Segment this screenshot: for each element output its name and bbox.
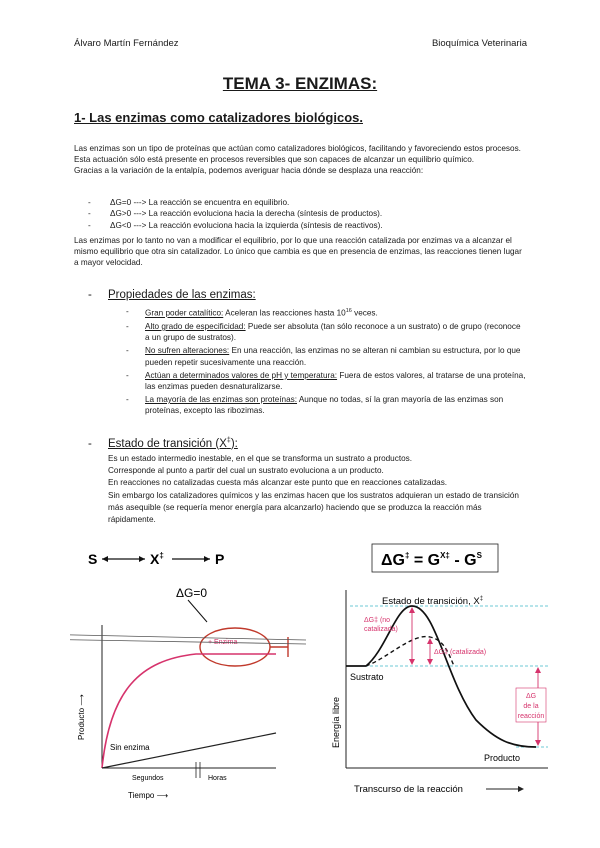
- scheme-arrowhead-right-2: [204, 556, 210, 562]
- uncat-arrowhead-bottom: [409, 659, 415, 665]
- bullet-dash: -: [88, 437, 92, 450]
- reference-hatch: [70, 634, 306, 644]
- property-text: Aunque no todas, sí la gran mayoría de las enzimas son proteínas, excepto las ribozimas.: [145, 395, 504, 416]
- header-subject: Bioquímica Veterinaria: [431, 38, 527, 49]
- intro-paragraph: [74, 143, 526, 177]
- transition-heading-main: Estado de transición (X: [108, 437, 227, 450]
- bullet-dash: -: [88, 198, 91, 207]
- formula-prefix: ΔG: [381, 552, 405, 569]
- property-item: [126, 394, 526, 416]
- formula: [381, 551, 483, 569]
- transition-text: [108, 453, 528, 526]
- scheme-transition-sup: ‡: [159, 551, 164, 560]
- reaction-dg-3: reacción: [517, 713, 545, 720]
- energy-y-axis-label: Energía libre: [331, 696, 341, 748]
- reaction-dg-1: ΔG: [525, 693, 537, 700]
- property-term: Actúan a determinados valores de pH y temperatura:: [145, 370, 338, 380]
- property-term: No sufren alteraciones:: [145, 346, 230, 356]
- transition-line: Es un estado intermedio inestable, en el que se transforma un sustrato a productos.: [108, 454, 413, 463]
- enzyme-label: + Enzima: [208, 639, 238, 646]
- enzyme-highlight-ellipse: [200, 628, 270, 666]
- transition-heading: [88, 437, 238, 450]
- delta-item-text: ΔG>0 ---> La reacción evoluciona hacia la derecha (síntesis de productos).: [110, 209, 383, 218]
- x-axis-label: Tiempo ⟶: [128, 791, 169, 800]
- enthalpy-line: Gracias a la variación de la entalpía, podemos averiguar hacia dónde se desplaza una reacción:: [74, 166, 424, 176]
- transition-state-sup: ‡: [479, 596, 484, 602]
- no-enzyme-label: Sin enzima: [110, 743, 150, 752]
- bullet-dash: -: [88, 209, 91, 218]
- energy-x-axis-label: Transcurso de la reacción: [354, 784, 463, 795]
- scheme-substrate: S: [88, 551, 98, 567]
- formula-minus: - G: [449, 552, 477, 569]
- property-text: Aceleran las reacciones hasta 10: [223, 308, 346, 318]
- property-item: [126, 321, 526, 343]
- delta-g-zero-label: ΔG=0: [176, 586, 208, 600]
- bullet-dash: -: [126, 307, 129, 316]
- bullet-dash: -: [126, 370, 129, 380]
- property-item: [126, 370, 526, 392]
- property-item: [126, 345, 526, 367]
- bullet-dash: -: [126, 321, 129, 331]
- properties-list: [126, 306, 526, 419]
- scheme-arrowhead-right: [139, 556, 145, 562]
- reaction-dg-arrowhead-top: [535, 667, 541, 673]
- scheme-transition-x: X: [150, 551, 160, 567]
- bullet-dash: -: [88, 289, 92, 301]
- property-tail: veces.: [351, 308, 378, 318]
- scheme-arrowhead-left: [102, 556, 108, 562]
- energy-x-arrowhead: [518, 786, 524, 792]
- reaction-dg-2: de la: [523, 703, 539, 710]
- delta-g-pointer: [188, 600, 207, 622]
- formula-mid: = G: [409, 552, 441, 569]
- cat-label: ΔG‡ (catalizada): [434, 649, 487, 656]
- delta-item-text: ΔG=0 ---> La reacción se encuentra en equilibrio.: [110, 198, 290, 207]
- delta-item: [88, 197, 289, 208]
- uncat-label-1: ΔG‡ (no: [364, 617, 391, 624]
- transition-line: Corresponde al punto a partir del cual un sustrato evoluciona a un producto.: [108, 466, 384, 476]
- reaction-dg-arrowhead-bottom: [535, 740, 541, 746]
- transition-state-text: Estado de transición, X: [382, 596, 480, 607]
- energy-profile-figure: [326, 540, 564, 805]
- intro-text: Las enzimas son un tipo de proteínas que actúan como catalizadores biológicos, facilitando y favoreciendo estos procesos. Esta actuación sólo está presente en procesos reversibles que son capaces de alcanzar un equilibrio químico.: [74, 144, 521, 165]
- property-text: En una reacción, las enzimas no se alteran ni cambian su estructura, por lo que pueden repetir sucesivamente una reacción.: [145, 346, 521, 367]
- scheme-transition: [150, 551, 164, 567]
- delta-item: [88, 208, 382, 219]
- transition-state-label: [382, 596, 483, 607]
- uncat-label-2: catalizada): [364, 626, 398, 633]
- page-title: TEMA 3- ENZIMAS:: [222, 74, 378, 93]
- delta-item-text: ΔG<0 ---> La reacción evoluciona hacia la izquierda (síntesis de reactivos).: [110, 221, 383, 230]
- property-exponent: 16: [345, 308, 352, 314]
- property-term: Alto grado de especificidad:: [145, 321, 246, 331]
- formula-sup2: X‡: [440, 551, 450, 560]
- y-axis-label: Producto ⟶: [77, 694, 86, 740]
- uncat-arrowhead-top: [409, 607, 415, 613]
- bullet-dash: -: [126, 395, 129, 405]
- delta-item: [88, 220, 383, 231]
- cat-arrowhead-bottom: [427, 659, 433, 665]
- bullet-dash: -: [88, 221, 91, 230]
- property-item: [126, 306, 526, 319]
- header-author: Álvaro Martín Fernández: [74, 38, 179, 49]
- formula-sup3: S: [476, 551, 482, 560]
- transition-line: Sin embargo los catalizadores químicos y las enzimas hacen que los sustratos adquieran un estado de transición más asequible (se requería menor energía para alcanzarlo) haciendo que se produzca la reacción más rápidamente.: [108, 490, 519, 525]
- transition-heading-text: [108, 438, 238, 450]
- scheme-product: P: [215, 551, 225, 567]
- properties-heading: [88, 289, 256, 301]
- substrate-label: Sustrato: [350, 672, 384, 682]
- equilibrium-paragraph: Las enzimas por lo tanto no van a modificar el equilibrio, por lo que una reacción catalizada por enzimas va a alcanzar el mismo equilibrio que otra sin catalizador. Lo único que cambia es que en presencia de enzimas, las reacciones tienen lugar a mayor velocidad.: [74, 236, 522, 268]
- x-hours-label: Horas: [208, 775, 227, 782]
- x-seconds-label: Segundos: [132, 775, 164, 782]
- property-term: Gran poder catalítico:: [145, 308, 224, 318]
- formula-sup1: ‡: [404, 551, 410, 560]
- transition-heading-end: ):: [230, 437, 238, 450]
- transition-line: En reacciones no catalizadas cuesta más alcanzar este punto que en reacciones catalizadas.: [108, 478, 448, 488]
- transition-heading-sup: ‡: [226, 437, 231, 444]
- section-heading: 1- Las enzimas como catalizadores biológicos.: [74, 110, 363, 125]
- property-term: La mayoría de las enzimas son proteínas:: [145, 395, 298, 405]
- property-text: Puede ser absoluta (tan sólo reconoce a un sustrato) o de grupo (reconoce a un grupo de sustratos).: [145, 321, 521, 343]
- product-time-figure: [70, 540, 320, 805]
- product-label: Producto: [484, 753, 521, 763]
- bullet-dash: -: [126, 346, 129, 356]
- property-text: Fuera de estos valores, al tratarse de una proteína, las enzimas pueden desnaturalizarse.: [145, 370, 526, 391]
- cat-arrowhead-top: [427, 638, 433, 644]
- properties-heading-text: Propiedades de las enzimas:: [108, 289, 256, 301]
